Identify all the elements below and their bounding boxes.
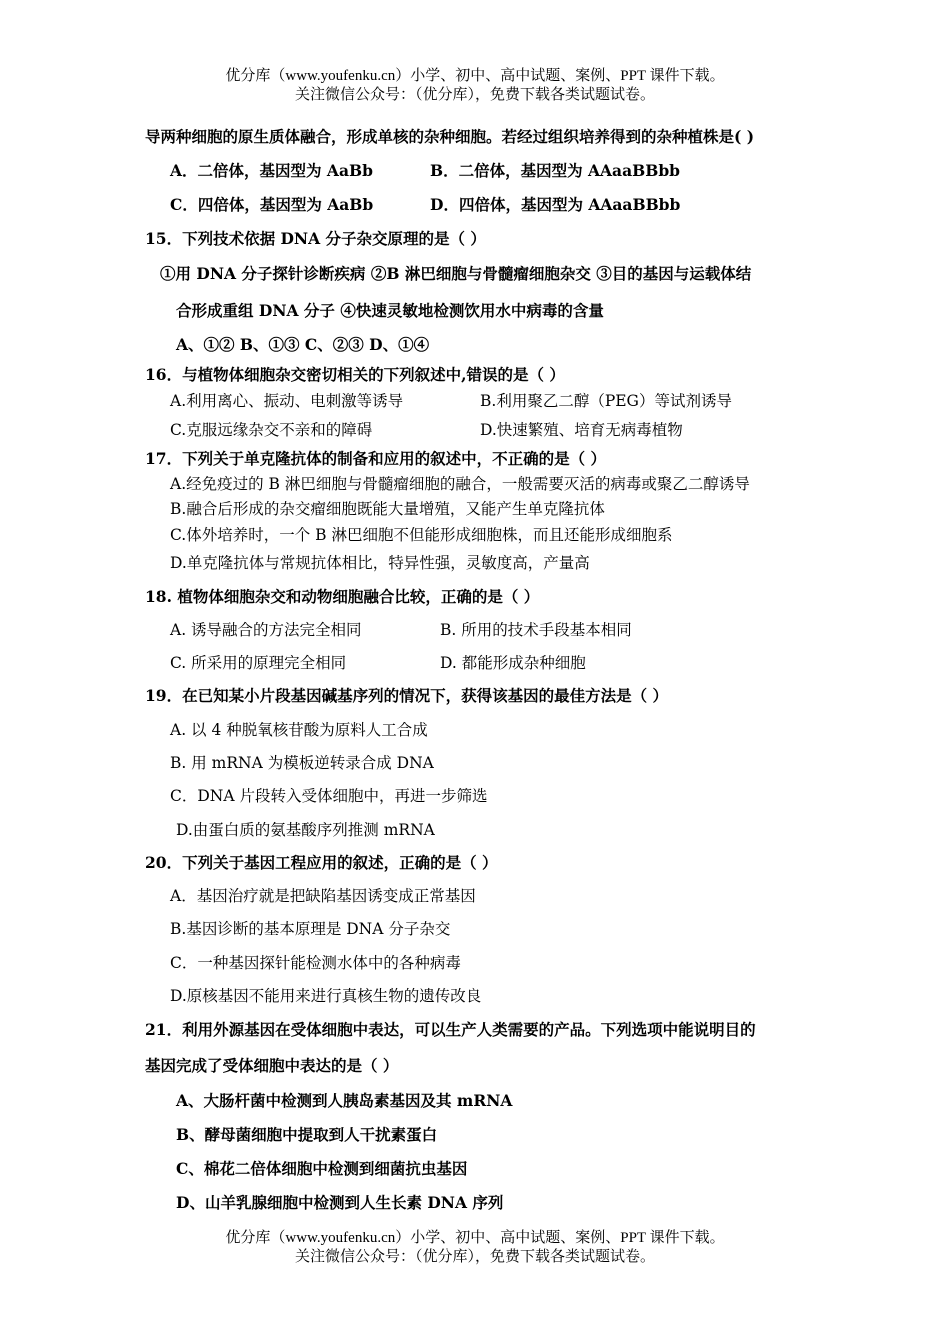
q17-option-b: B.融合后形成的杂交瘤细胞既能大量增殖，又能产生单克隆抗体 [170,500,605,518]
q14-option-d: D．四倍体，基因型为 AAaaBBbb [430,195,681,214]
q20-option-b: B.基因诊断的基本原理是 DNA 分子杂交 [170,920,451,938]
q15-stem: 15．下列技术依据 DNA 分子杂交原理的是（ ） [145,229,486,248]
q17-option-c: C.体外培养时，一个 B 淋巴细胞不但能形成细胞株，而且还能形成细胞系 [170,526,673,544]
q19-option-a: A. 以 4 种脱氧核苷酸为原料人工合成 [170,721,428,739]
q20-option-c: C．一种基因探针能检测水体中的各种病毒 [170,954,461,972]
q17-option-a: A.经免疫过的 B 淋巴细胞与骨髓瘤细胞的融合，一般需要灭活的病毒或聚乙二醇诱导 [170,475,750,493]
q21-stem-line-1: 21．利用外源基因在受体细胞中表达，可以生产人类需要的产品。下列选项中能说明目的 [145,1020,756,1039]
q19-option-b: B. 用 mRNA 为模板逆转录合成 DNA [170,754,434,772]
q17-option-d: D.单克隆抗体与常规抗体相比，特异性强，灵敏度高，产量高 [170,554,590,572]
q14-option-a: A．二倍体，基因型为 AaBb [170,161,373,180]
page-footer [0,1229,950,1267]
header-line-2: 关注微信公众号：（优分库），免费下载各类试题试卷。 [294,87,655,103]
q20-stem: 20．下列关于基因工程应用的叙述，正确的是（ ） [145,853,498,872]
q18-option-b: B. 所用的技术手段基本相同 [440,621,632,639]
q19-stem: 19．在已知某小片段基因碱基序列的情况下，获得该基因的最佳方法是（ ） [145,686,668,705]
q21-option-d: D、山羊乳腺细胞中检测到人生长素 DNA 序列 [176,1193,504,1212]
q15-items-line-1: ①用 DNA 分子探针诊断疾病 ②B 淋巴细胞与骨髓瘤细胞杂交 ③目的基因与运载体结 [160,264,752,283]
q16-option-c: C.克服远缘杂交不亲和的障碍 [170,421,373,439]
q16-option-b: B.利用聚乙二醇（PEG）等试剂诱导 [480,392,732,410]
q16-option-d: D.快速繁殖、培育无病毒植物 [480,421,683,439]
q21-option-a: A、大肠杆菌中检测到人胰岛素基因及其 mRNA [176,1091,513,1110]
q19-option-d: D.由蛋白质的氨基酸序列推测 mRNA [176,821,435,839]
q16-stem: 16．与植物体细胞杂交密切相关的下列叙述中,错误的是（ ） [145,365,565,384]
q18-option-a: A. 诱导融合的方法完全相同 [170,621,362,639]
footer-line-2: 关注微信公众号：（优分库），免费下载各类试题试卷。 [294,1249,655,1265]
q14-stem-cont: 导两种细胞的原生质体融合，形成单核的杂种细胞。若经过组织培养得到的杂种植株是( ) [145,127,755,146]
q15-items-line-2: 合形成重组 DNA 分子 ④快速灵敏地检测饮用水中病毒的含量 [176,301,604,320]
q18-option-d: D. 都能形成杂种细胞 [440,654,586,672]
q19-option-c: C．DNA 片段转入受体细胞中，再进一步筛选 [170,787,488,805]
page-header [0,67,950,105]
q20-option-a: A．基因治疗就是把缺陷基因诱变成正常基因 [170,887,476,905]
q14-option-b: B．二倍体，基因型为 AAaaBBbb [430,161,681,180]
q18-stem: 18. 植物体细胞杂交和动物细胞融合比较，正确的是（ ） [145,587,540,606]
header-line-1: 优分库（www.youfenku.cn）小学、初中、高中试题、案例、PPT 课件下载。 [225,68,725,84]
q17-stem: 17．下列关于单克隆抗体的制备和应用的叙述中，不正确的是（ ） [145,449,606,468]
q16-option-a: A.利用离心、振动、电刺激等诱导 [170,392,404,410]
footer-line-1: 优分库（www.youfenku.cn）小学、初中、高中试题、案例、PPT 课件下载。 [225,1230,725,1246]
q15-options: A、①② B、①③ C、②③ D、①④ [176,335,430,354]
q18-option-c: C. 所采用的原理完全相同 [170,654,347,672]
q21-option-b: B、酵母菌细胞中提取到人干扰素蛋白 [176,1125,438,1144]
q21-stem-line-2: 基因完成了受体细胞中表达的是（ ） [145,1056,399,1075]
q21-option-c: C、棉花二倍体细胞中检测到细菌抗虫基因 [176,1159,468,1178]
q20-option-d: D.原核基因不能用来进行真核生物的遗传改良 [170,987,482,1005]
q14-option-c: C．四倍体，基因型为 AaBb [170,195,374,214]
